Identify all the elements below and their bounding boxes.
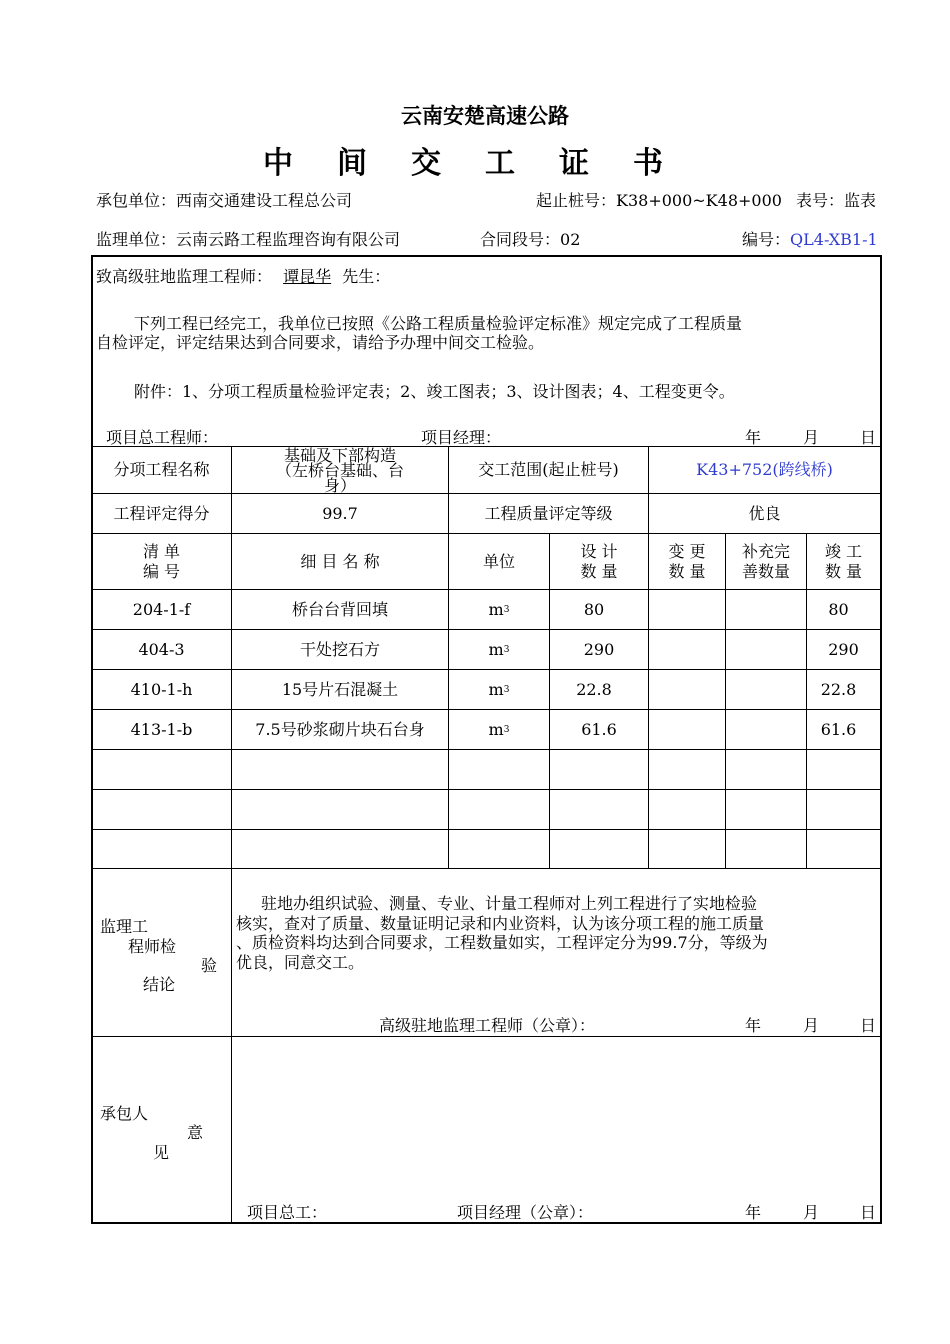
attachments-text: 附件：1、分项工程质量检验评定表；2、竣工图表；3、设计图表；4、工程变更令。 — [134, 382, 735, 401]
contractor-year: 年 — [745, 1203, 762, 1222]
col-header-extra-line2: 善数量 — [741, 561, 790, 581]
col-header-design-line2: 数 量 — [580, 561, 618, 581]
inspection-text-line1: 驻地办组织试验、测量、专业、计量工程师对上列工程进行了实地检验 — [261, 894, 758, 913]
row-done: 61.6 — [820, 719, 857, 739]
serial-value: QL4-XB1-1 — [790, 230, 878, 249]
inspection-text-line3: 、质检资料均达到合同要求，工程数量如实，工程评定分为99.7分，等级为 — [236, 933, 768, 952]
contractor-manager-label: 项目经理（公章）： — [457, 1203, 594, 1222]
item-name-line3: 身） — [323, 475, 356, 493]
form-label: 表号： — [796, 191, 845, 210]
inspection-text-line2: 核实，查对了质量、数量证明记录和内业资料，认为该分项工程的施工质量 — [236, 914, 765, 933]
document-title: 中间交工证书 — [263, 146, 707, 181]
item-name-line1: 基础及下部构造 — [283, 447, 396, 465]
contractor-opinion-label-line3: 见 — [153, 1143, 170, 1162]
contractor-value: 西南交通建设工程总公司 — [176, 191, 353, 210]
range-label: 交工范围(起止桩号) — [478, 460, 619, 479]
supervisor-value: 云南云路工程监理咨询有限公司 — [176, 230, 401, 249]
contractor-line — [96, 188, 352, 211]
col-header-change — [649, 534, 725, 589]
supervisor-line — [96, 227, 400, 250]
row-code: 413-1-b — [130, 719, 193, 739]
row-code: 404-3 — [138, 639, 185, 659]
item-name-line2: （左桥台基础、台 — [275, 460, 404, 480]
inspection-label-line1: 监理工 — [100, 917, 149, 936]
row-done: 80 — [828, 599, 849, 619]
row-unit: m 3 — [488, 719, 510, 739]
inspection-day: 日 — [860, 1016, 877, 1035]
contractor-month: 月 — [803, 1203, 820, 1222]
org-title: 云南安楚高速公路 — [401, 104, 569, 128]
contract-value: 02 — [560, 230, 581, 249]
contractor-label: 承包单位： — [96, 191, 177, 210]
inspection-text-line4: 优良，同意交工。 — [236, 953, 365, 972]
form-number-line — [796, 188, 882, 211]
inspection-label-line3: 验 — [201, 956, 218, 975]
day-label: 日 — [860, 428, 877, 447]
row-design: 22.8 — [576, 679, 612, 699]
station-label: 起止桩号： — [536, 191, 617, 210]
inspection-label-line2: 程师检 — [128, 937, 177, 956]
col-header-unit: 单位 — [482, 551, 515, 571]
item-name-value — [232, 447, 448, 493]
sir-text: 先生： — [342, 267, 391, 286]
inspection-label-line4: 结论 — [143, 975, 176, 994]
row-unit: m 3 — [488, 679, 510, 699]
station-line — [536, 188, 782, 211]
supervisor-label: 监理单位： — [96, 230, 177, 249]
score-label: 工程评定得分 — [113, 503, 210, 523]
inspection-year: 年 — [745, 1016, 762, 1035]
col-header-name: 细 目 名 称 — [300, 551, 380, 571]
serial-line — [742, 227, 884, 250]
row-unit: m 3 — [488, 639, 510, 659]
item-name-label: 分项工程名称 — [113, 460, 210, 479]
row-name: 15号片石混凝土 — [281, 679, 399, 699]
col-header-extra — [726, 534, 806, 589]
col-header-extra-line1: 补充完 — [741, 541, 790, 561]
col-header-code-line1: 清 单 — [142, 541, 181, 561]
contract-line — [480, 227, 580, 250]
row-name: 7.5号砂浆砌片块石台身 — [255, 719, 425, 739]
row-name: 桥台台背回填 — [291, 599, 388, 619]
contractor-chief-label: 项目总工： — [247, 1203, 328, 1222]
grade-value: 优良 — [748, 503, 781, 523]
grade-label: 工程质量评定等级 — [484, 503, 613, 523]
chief-engineer-label: 项目总工程师： — [106, 428, 219, 447]
row-done: 22.8 — [820, 679, 857, 699]
row-design: 290 — [583, 639, 615, 659]
row-code: 204-1-f — [132, 599, 191, 619]
range-value: K43+752(跨线桥) — [696, 460, 833, 479]
col-header-done — [807, 534, 880, 589]
contractor-day: 日 — [860, 1203, 877, 1222]
salutation-text: 致高级驻地监理工程师： — [96, 267, 273, 286]
col-header-code — [92, 534, 231, 589]
engineer-name: 谭昆华 — [283, 267, 332, 286]
row-name: 干处挖石方 — [299, 639, 380, 659]
col-header-done-line1: 竣 工 — [824, 541, 863, 561]
letter-body-line1: 下列工程已经完工，我单位已按照《公路工程质量检验评定标准》规定完成了工程质量 — [134, 314, 743, 333]
row-unit: m 3 — [488, 599, 510, 619]
contractor-opinion-label-line2: 意 — [187, 1123, 204, 1142]
col-header-code-line2: 编 号 — [142, 561, 181, 581]
contractor-opinion-label-line1: 承包人 — [100, 1104, 149, 1123]
inspection-month: 月 — [803, 1016, 820, 1035]
col-header-design — [550, 534, 648, 589]
col-header-done-line2: 数 量 — [824, 561, 863, 581]
letter-body-line2: 自检评定，评定结果达到合同要求，请给予办理中间交工检验。 — [96, 333, 545, 352]
col-header-design-line1: 设 计 — [580, 541, 618, 561]
serial-label: 编号： — [742, 230, 791, 249]
month-label: 月 — [803, 428, 820, 447]
score-value: 99.7 — [322, 503, 358, 523]
contract-label: 合同段号： — [480, 230, 561, 249]
row-done: 290 — [828, 639, 859, 659]
year-label: 年 — [745, 428, 762, 447]
station-value: K38+000~K48+000 — [616, 191, 782, 210]
row-code: 410-1-h — [130, 679, 193, 699]
col-header-change-line1: 变 更 — [668, 541, 706, 561]
project-manager-label: 项目经理： — [421, 428, 502, 447]
row-design: 80 — [583, 599, 605, 619]
inspection-signature: 高级驻地监理工程师（公章）： — [379, 1016, 596, 1035]
row-design: 61.6 — [581, 719, 617, 739]
form-value: 监表 — [844, 191, 877, 210]
salutation — [96, 264, 390, 287]
col-header-change-line2: 数 量 — [668, 561, 706, 581]
